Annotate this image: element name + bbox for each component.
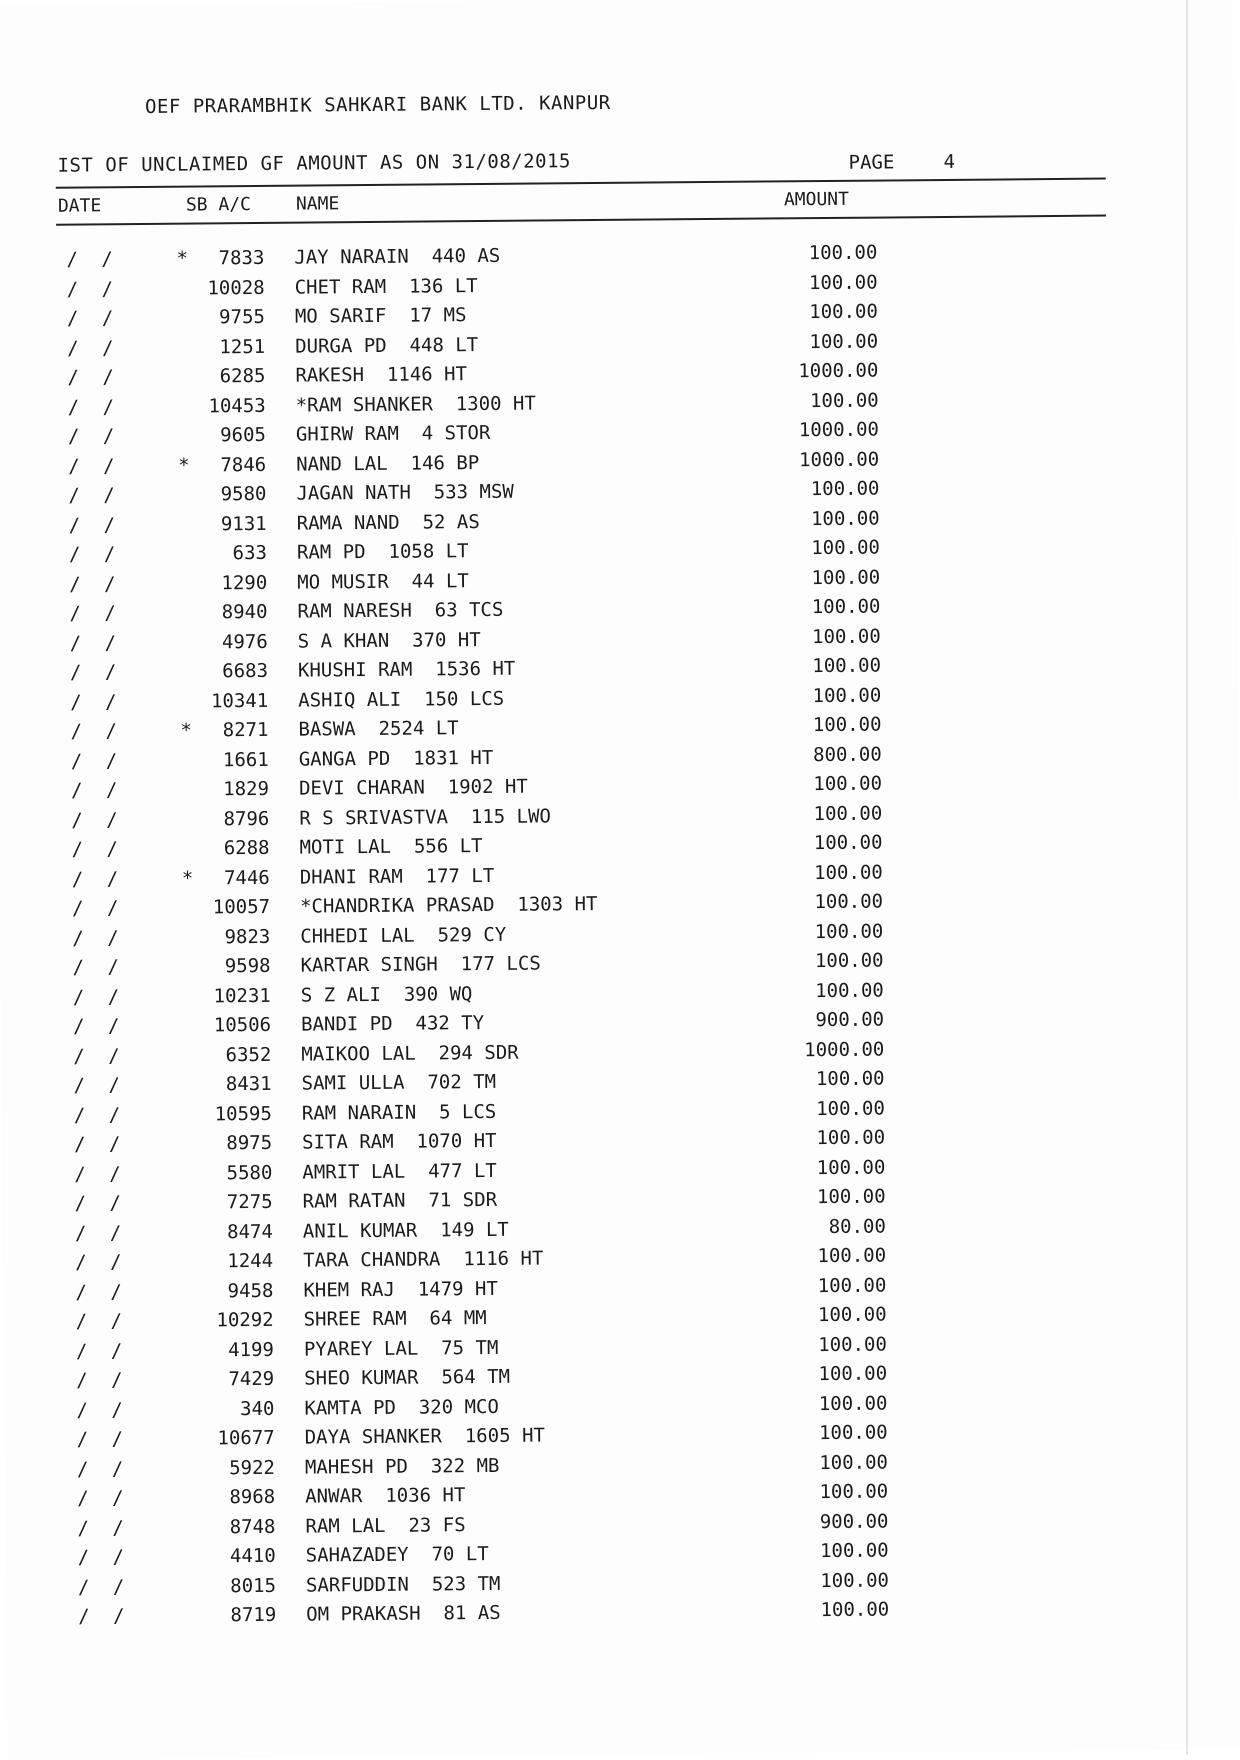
row-sb-account: 1251: [219, 335, 266, 358]
row-name: JAGAN NATH 533 MSW: [296, 480, 514, 505]
row-sb-account: 633: [232, 541, 268, 565]
row-date: / /: [76, 1428, 130, 1451]
row-name: RAMA NAND 52 AS: [296, 510, 480, 535]
row-sb-account: 8719: [230, 1603, 277, 1627]
row-date: / /: [67, 366, 120, 389]
row-date: / /: [75, 1280, 128, 1304]
row-name: KAMTA PD 320 MCO: [304, 1395, 499, 1420]
row-sb-account: 6352: [225, 1043, 272, 1066]
row-date: / /: [69, 661, 123, 684]
row-sb-account: 1829: [223, 777, 270, 801]
row-name: GANGA PD 1831 HT: [298, 746, 494, 771]
row-sb-account: 10028: [207, 276, 265, 299]
row-amount: 900.00: [819, 1510, 889, 1533]
row-sb-account: 9823: [224, 925, 271, 948]
row-amount: 100.00: [812, 684, 882, 707]
row-name: AMRIT LAL 477 LT: [302, 1159, 497, 1184]
row-name: TARA CHANDRA 1116 HT: [303, 1247, 544, 1272]
row-sb-account: 4976: [221, 630, 268, 653]
unclaimed-amount-list: [0, 238, 1240, 1635]
row-amount: 100.00: [810, 477, 880, 501]
row-name: SAHAZADEY 70 LT: [305, 1542, 489, 1567]
row-name: RAM LAL 23 FS: [305, 1513, 466, 1538]
row-amount: 100.00: [818, 1333, 887, 1356]
row-name: KHUSHI RAM 1536 HT: [297, 657, 516, 682]
row-sb-account: 9598: [224, 954, 271, 978]
row-date: / /: [72, 956, 125, 979]
row-sb-account: 1290: [221, 571, 268, 594]
row-sb-account: 8748: [229, 1515, 276, 1538]
row-date: / /: [71, 897, 125, 920]
row-name: SAMI ULLA 702 TM: [301, 1070, 497, 1095]
row-date: / /: [77, 1575, 131, 1599]
row-date: / /: [76, 1398, 129, 1422]
row-date: / /: [68, 484, 121, 507]
row-date: / /: [66, 277, 120, 301]
row-name: RAM RATAN 71 SDR: [302, 1188, 498, 1213]
row-flag-mark: *: [180, 719, 193, 742]
row-amount: 100.00: [812, 713, 882, 737]
row-amount: 100.00: [818, 1392, 888, 1415]
row-sb-account: 7429: [228, 1367, 275, 1391]
row-date: / /: [71, 838, 124, 861]
row-amount: 100.00: [820, 1598, 890, 1622]
row-name: S Z ALI 390 WQ: [300, 982, 473, 1007]
row-sb-account: 10341: [210, 689, 269, 712]
row-name: MOTI LAL 556 LT: [299, 835, 483, 859]
row-flag-mark: *: [176, 247, 188, 270]
column-header-name: NAME: [295, 193, 340, 215]
row-amount: 100.00: [811, 625, 881, 648]
row-date: / /: [69, 572, 122, 596]
row-name: SITA RAM 1070 HT: [302, 1129, 497, 1154]
page-number: 4: [943, 150, 956, 173]
row-name: MO SARIF 17 MS: [294, 304, 467, 328]
row-name: GHIRW RAM 4 STOR: [295, 421, 491, 446]
row-name: DAYA SHANKER 1605 HT: [304, 1424, 545, 1449]
row-date: / /: [74, 1221, 128, 1245]
row-date: / /: [67, 425, 121, 448]
row-amount: 100.00: [817, 1274, 887, 1297]
row-amount: 100.00: [814, 920, 884, 943]
scan-edge-divider: [1186, 0, 1188, 1755]
row-name: ASHIQ ALI 150 LCS: [298, 687, 505, 712]
row-date: / /: [68, 513, 122, 537]
row-sb-account: 10292: [216, 1308, 274, 1332]
row-sb-account: 7846: [220, 453, 267, 476]
row-amount: 100.00: [814, 890, 884, 914]
row-sb-account: 340: [240, 1397, 275, 1420]
column-header-sb-ac: SB A/C: [185, 194, 252, 216]
row-amount: 100.00: [809, 300, 878, 324]
row-date: / /: [74, 1192, 128, 1215]
row-date: / /: [70, 720, 123, 743]
row-name: ANWAR 1036 HT: [305, 1484, 466, 1508]
row-amount: 100.00: [817, 1244, 887, 1268]
row-name: *RAM SHANKER 1300 HT: [295, 392, 536, 417]
row-date: / /: [70, 749, 124, 773]
row-sb-account: 7446: [223, 866, 270, 889]
row-amount: 100.00: [816, 1156, 886, 1179]
row-date: / /: [69, 602, 122, 625]
row-date: / /: [75, 1339, 129, 1363]
row-sb-account: 8796: [223, 807, 270, 830]
row-amount: 100.00: [811, 536, 881, 560]
row-name: SHEO KUMAR 564 TM: [304, 1365, 511, 1390]
row-name: R S SRIVASTVA 115 LWO: [299, 804, 552, 830]
row-flag-mark: *: [181, 867, 194, 890]
row-date: / /: [74, 1162, 127, 1186]
row-date: / /: [73, 1044, 126, 1068]
row-name: *CHANDRIKA PRASAD 1303 HT: [299, 893, 598, 918]
row-date: / /: [70, 779, 124, 802]
row-date: / /: [69, 631, 123, 655]
row-name: KARTAR SINGH 177 LCS: [300, 952, 541, 977]
row-amount: 900.00: [815, 1008, 885, 1032]
row-date: / /: [77, 1516, 130, 1540]
row-name: RAM PD 1058 LT: [296, 540, 469, 564]
row-date: / /: [72, 1015, 126, 1038]
row-date: / /: [70, 690, 123, 714]
row-sb-account: 8975: [226, 1131, 273, 1155]
row-name: KHEM RAJ 1479 HT: [303, 1277, 498, 1302]
row-amount: 100.00: [819, 1480, 889, 1504]
row-name: MO MUSIR 44 LT: [297, 569, 469, 594]
row-date: / /: [78, 1605, 131, 1628]
row-name: CHHEDI LAL 529 CY: [300, 923, 507, 948]
row-sb-account: 8968: [229, 1485, 276, 1509]
row-sb-account: 7275: [226, 1190, 273, 1214]
row-date: / /: [74, 1133, 127, 1156]
page-label: PAGE: [848, 151, 895, 174]
row-sb-account: 10057: [212, 895, 271, 919]
row-amount: 100.00: [818, 1421, 888, 1445]
row-amount: 100.00: [816, 1097, 885, 1120]
row-amount: 100.00: [809, 330, 879, 353]
row-name: ANIL KUMAR 149 LT: [302, 1218, 509, 1243]
header-top-rule: [56, 178, 1106, 189]
row-amount: 800.00: [813, 743, 882, 766]
row-name: NAND LAL 146 BP: [296, 451, 480, 476]
bank-title: OEF PRARAMBHIK SAHKARI BANK LTD. KANPUR: [144, 91, 611, 118]
row-sb-account: 9755: [219, 305, 265, 329]
row-name: RAM NARAIN 5 LCS: [301, 1100, 497, 1125]
row-sb-account: 4410: [229, 1544, 276, 1568]
row-amount: 100.00: [809, 389, 879, 412]
row-date: / /: [75, 1310, 129, 1333]
row-amount: 100.00: [814, 861, 883, 884]
row-amount: 1000.00: [798, 359, 879, 383]
row-flag-mark: *: [178, 454, 190, 477]
column-header-amount: AMOUNT: [783, 188, 850, 211]
row-amount: 100.00: [811, 566, 881, 589]
row-date: / /: [71, 808, 124, 832]
row-sb-account: 8431: [225, 1072, 272, 1096]
row-amount: 100.00: [813, 772, 883, 796]
row-date: / /: [68, 454, 121, 478]
row-sb-account: 9605: [220, 423, 267, 447]
row-date: / /: [67, 395, 121, 419]
row-amount: 100.00: [814, 949, 884, 973]
row-amount: 100.00: [820, 1569, 890, 1592]
column-header-date: DATE: [57, 195, 102, 217]
row-name: BANDI PD 432 TY: [300, 1012, 485, 1036]
row-sb-account: 9458: [227, 1279, 274, 1302]
row-date: / /: [71, 867, 125, 891]
row-name: BASWA 2524 LT: [298, 717, 459, 741]
row-sb-account: 1244: [227, 1249, 274, 1273]
row-sb-account: 8015: [230, 1574, 277, 1597]
row-sb-account: 7833: [218, 246, 265, 270]
row-sb-account: 6285: [219, 364, 266, 388]
row-name: SARFUDDIN 523 TM: [305, 1572, 501, 1597]
row-amount: 100.00: [813, 831, 883, 855]
row-sb-account: 10506: [213, 1013, 272, 1037]
row-sb-account: 9131: [220, 512, 267, 535]
row-amount: 1000.00: [804, 1038, 885, 1061]
row-amount: 1000.00: [798, 418, 880, 442]
row-date: / /: [77, 1546, 131, 1569]
row-name: SHREE RAM 64 MM: [303, 1307, 487, 1331]
row-date: / /: [77, 1487, 130, 1510]
row-amount: 80.00: [828, 1215, 886, 1238]
row-sb-account: 10453: [208, 394, 266, 417]
row-date: / /: [66, 307, 120, 330]
row-amount: 100.00: [817, 1303, 887, 1327]
row-name: DEVI CHARAN 1902 HT: [298, 775, 528, 800]
row-sb-account: 6683: [222, 659, 269, 683]
row-amount: 100.00: [819, 1539, 889, 1563]
row-sb-account: 10677: [217, 1426, 275, 1450]
row-name: RAM NARESH 63 TCS: [297, 598, 504, 623]
row-date: / /: [76, 1457, 130, 1481]
row-amount: 100.00: [816, 1126, 886, 1150]
row-name: RAKESH 1146 HT: [295, 363, 468, 387]
row-sb-account: 10231: [213, 984, 271, 1007]
row-sb-account: 8940: [221, 600, 268, 624]
row-date: / /: [67, 336, 120, 360]
row-sb-account: 10595: [214, 1102, 272, 1125]
row-name: OM PRAKASH 81 AS: [306, 1601, 501, 1626]
row-name: DURGA PD 448 LT: [295, 333, 479, 358]
row-date: / /: [68, 543, 122, 566]
row-sb-account: 5580: [226, 1161, 273, 1184]
row-sb-account: 8474: [227, 1220, 273, 1243]
row-name: S A KHAN 370 HT: [297, 628, 481, 653]
row-date: / /: [73, 1074, 127, 1097]
row-sb-account: 1661: [222, 748, 269, 771]
row-amount: 100.00: [808, 241, 878, 265]
row-amount: 100.00: [811, 595, 881, 619]
row-amount: 100.00: [816, 1185, 886, 1209]
row-name: CHET RAM 136 LT: [294, 274, 478, 299]
row-name: JAY NARAIN 440 AS: [294, 244, 501, 269]
list-title: IST OF UNCLAIMED GF AMOUNT AS ON 31/08/2015: [57, 150, 572, 177]
row-date: / /: [66, 248, 119, 271]
row-name: MAIKOO LAL 294 SDR: [301, 1041, 519, 1066]
row-name: PYAREY LAL 75 TM: [303, 1336, 499, 1361]
row-name: MAHESH PD 322 MB: [304, 1454, 500, 1479]
row-date: / /: [72, 985, 126, 1009]
row-amount: 100.00: [819, 1451, 889, 1474]
row-amount: 100.00: [812, 654, 882, 678]
row-date: / /: [72, 926, 125, 950]
row-name: DHANI RAM 177 LT: [299, 864, 495, 889]
row-sb-account: 9580: [220, 482, 267, 506]
row-sb-account: 6288: [223, 836, 270, 860]
row-date: / /: [76, 1369, 129, 1392]
row-sb-account: 4199: [228, 1338, 275, 1361]
row-amount: 100.00: [815, 979, 884, 1002]
row-amount: 100.00: [813, 802, 883, 825]
row-amount: 100.00: [810, 507, 880, 530]
row-amount: 100.00: [818, 1362, 888, 1386]
row-date: / /: [73, 1103, 127, 1127]
header-bottom-rule: [56, 215, 1106, 226]
row-amount: 1000.00: [798, 448, 880, 471]
row-amount: 100.00: [808, 271, 878, 294]
row-sb-account: 5922: [229, 1456, 276, 1479]
row-amount: 100.00: [815, 1067, 885, 1091]
row-date: / /: [75, 1251, 128, 1274]
row-sb-account: 8271: [222, 718, 269, 742]
